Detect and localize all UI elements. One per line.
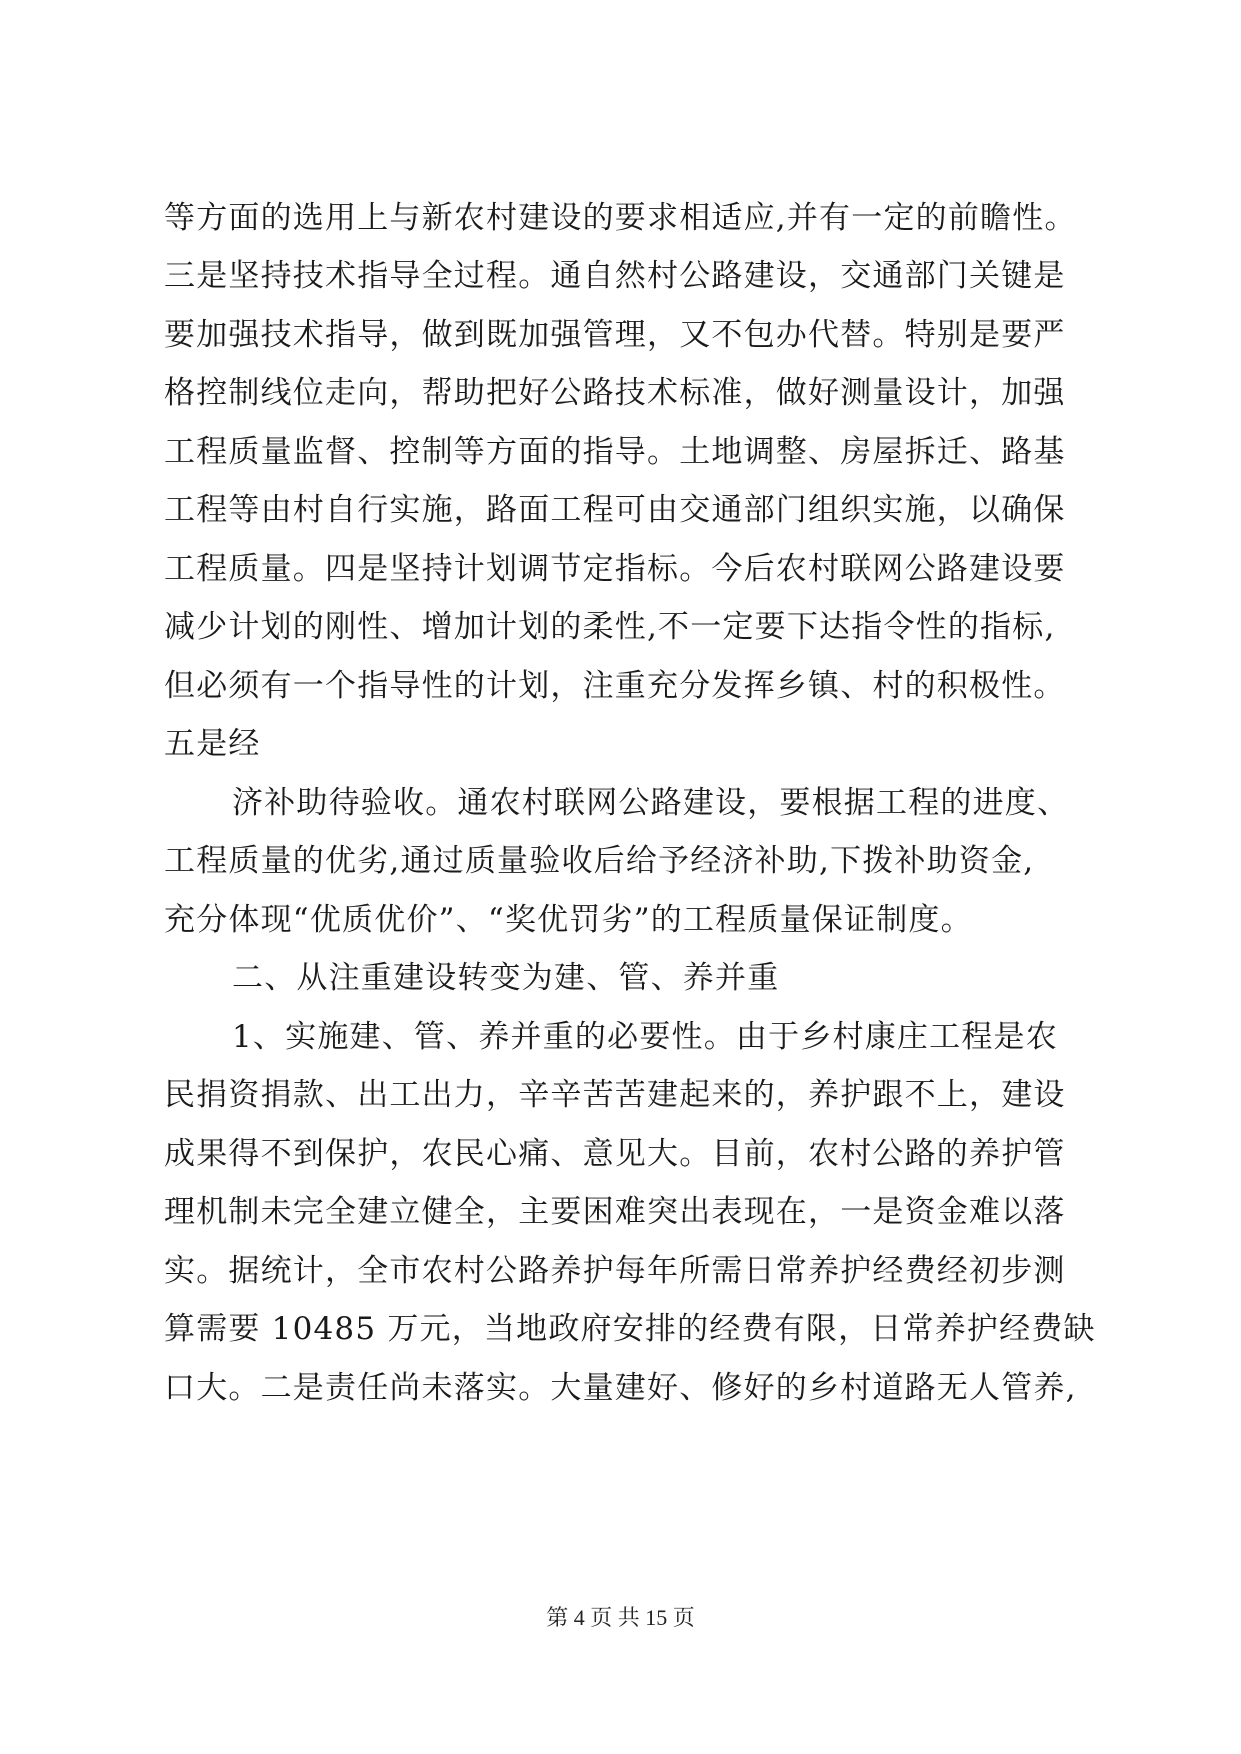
text-line: 成果得不到保护，农民心痛、意见大。目前，农村公路的养护管 bbox=[164, 1136, 1066, 1172]
text-line: 工程等由村自行实施，路面工程可由交通部门组织实施，以确保 bbox=[164, 492, 1066, 528]
text-line: 工程质量的优劣,通过质量验收后给予经济补助,下拨补助资金, bbox=[164, 843, 1035, 879]
text-line: 但必须有一个指导性的计划，注重充分发挥乡镇、村的积极性。 bbox=[164, 668, 1066, 704]
text-line: 实。据统计，全市农村公路养护每年所需日常养护经费经初步测 bbox=[164, 1253, 1066, 1289]
text-line: 民捐资捐款、出工出力，辛辛苦苦建起来的，养护跟不上，建设 bbox=[164, 1077, 1066, 1113]
text-line: 格控制线位走向，帮助把好公路技术标准，做好测量设计，加强 bbox=[164, 375, 1066, 411]
text-line: 减少计划的刚性、增加计划的柔性,不一定要下达指令性的指标, bbox=[164, 609, 1056, 645]
text-line: 三是坚持技术指导全过程。通自然村公路建设，交通部门关键是 bbox=[164, 258, 1066, 294]
text-line: 理机制未完全建立健全，主要困难突出表现在，一是资金难以落 bbox=[164, 1194, 1066, 1230]
text-line: 工程质量。四是坚持计划调节定指标。今后农村联网公路建设要 bbox=[164, 551, 1066, 587]
page-footer: 第 4 页 共 15 页 bbox=[546, 1605, 695, 1630]
paragraph-first-line: 济补助待验收。通农村联网公路建设，要根据工程的进度、 bbox=[232, 785, 1070, 821]
text-line: 等方面的选用上与新农村建设的要求相适应,并有一定的前瞻性。 bbox=[164, 200, 1077, 236]
text-line: 要加强技术指导，做到既加强管理，又不包办代替。特别是要严 bbox=[164, 317, 1066, 353]
paragraph-first-line: 1、实施建、管、养并重的必要性。由于乡村康庄工程是农 bbox=[232, 1019, 1058, 1055]
text-line: 口大。二是责任尚未落实。大量建好、修好的乡村道路无人管养, bbox=[164, 1370, 1077, 1406]
text-line: 充分体现“优质优价”、“奖优罚劣”的工程质量保证制度。 bbox=[164, 902, 973, 938]
text-line: 算需要 10485 万元，当地政府安排的经费有限，日常养护经费缺 bbox=[164, 1311, 1096, 1347]
text-line: 工程质量监督、控制等方面的指导。土地调整、房屋拆迁、路基 bbox=[164, 434, 1066, 470]
text-line: 五是经 bbox=[164, 726, 261, 762]
section-heading: 二、从注重建设转变为建、管、养并重 bbox=[232, 960, 780, 996]
